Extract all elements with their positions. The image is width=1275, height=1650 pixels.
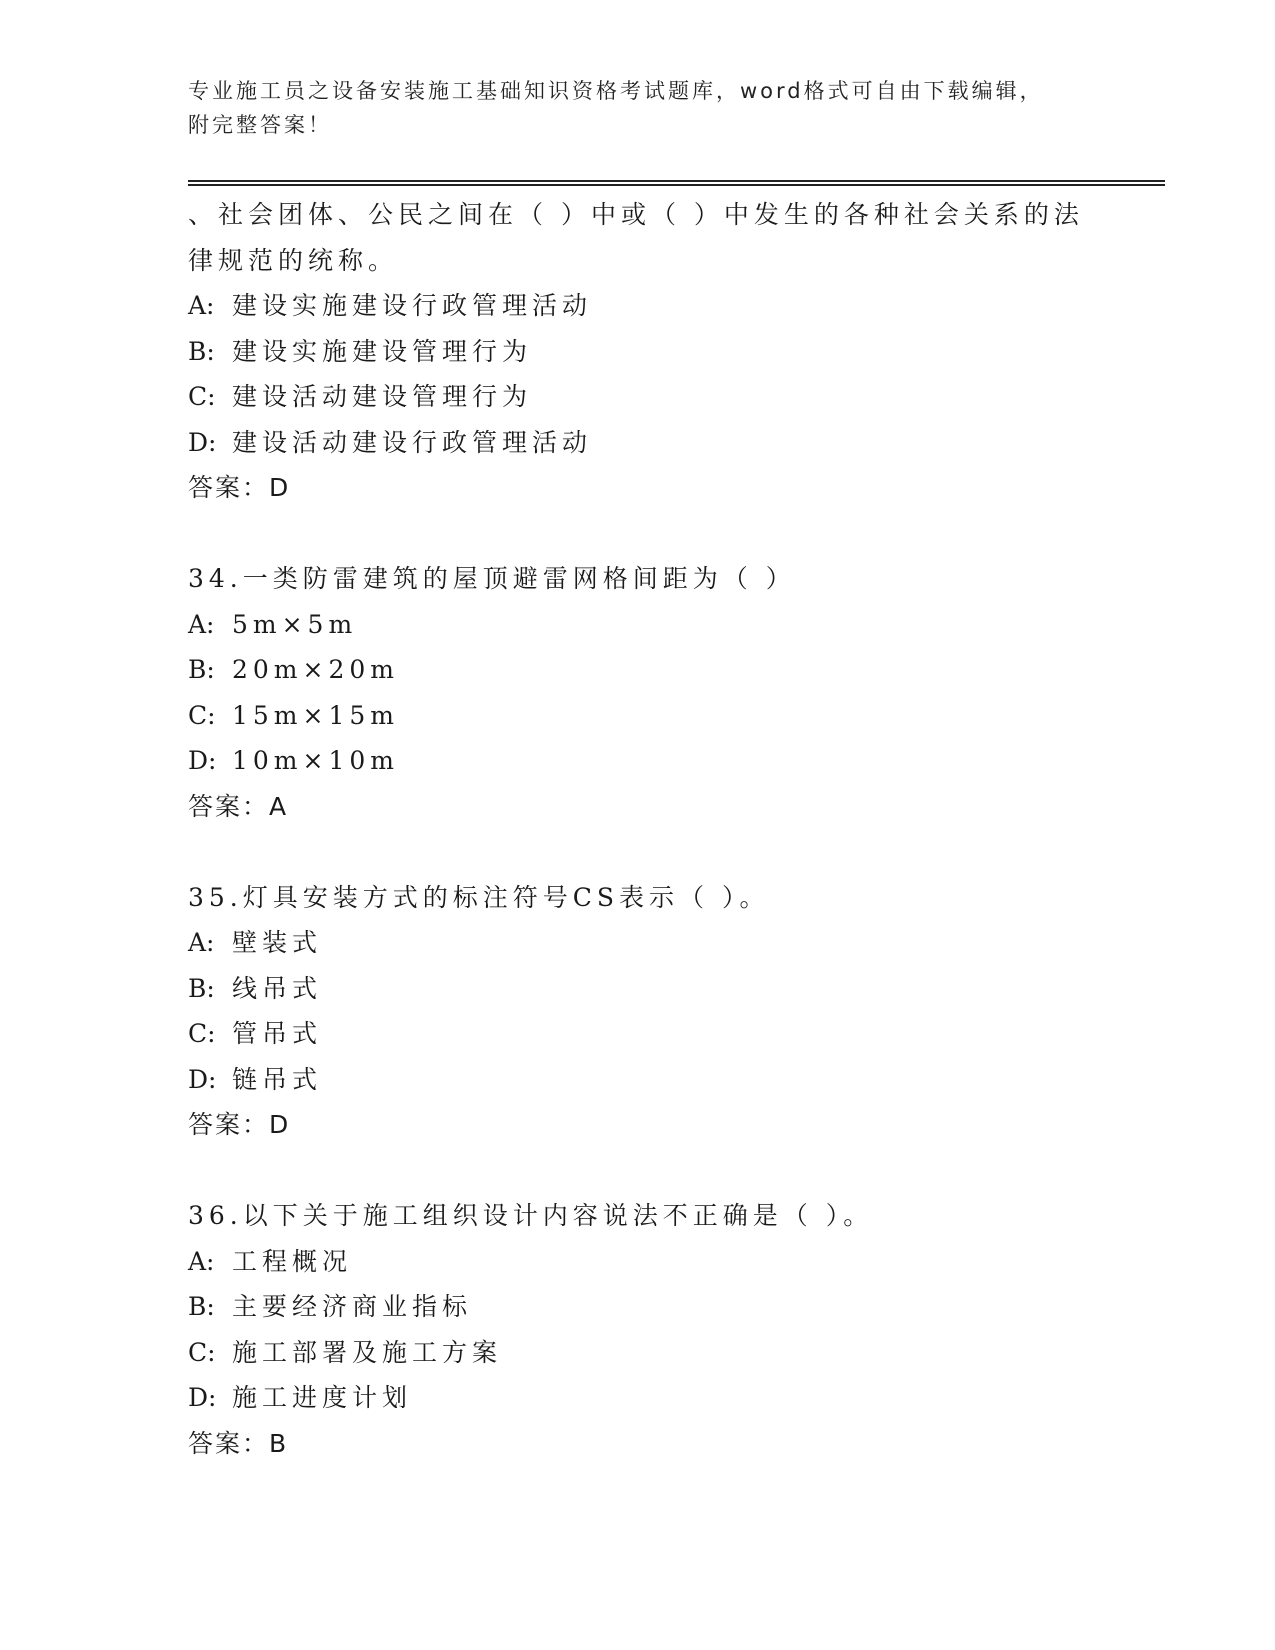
document-header	[188, 74, 1088, 142]
option-d: D: 施工进度计划	[188, 1383, 413, 1412]
option-a: A: 壁装式	[188, 928, 323, 957]
spacer	[188, 1148, 1088, 1194]
option-b: B: 20m×20m	[188, 655, 399, 684]
option-b: B: 主要经济商业指标	[188, 1292, 473, 1321]
question-35	[188, 875, 1088, 1148]
question-33-continued	[188, 192, 1088, 511]
option-b: B: 线吊式	[188, 973, 323, 1003]
option-d: D: 建设活动建设行政管理活动	[188, 427, 593, 457]
answer-line: 答案：D	[188, 1110, 291, 1139]
option-b: B: 建设实施建设管理行为	[188, 336, 533, 366]
option-c: C: 管吊式	[188, 1019, 323, 1048]
question-stem: 35.灯具安装方式的标注符号CS表示（ ）。	[188, 882, 770, 912]
option-c: C: 施工部署及施工方案	[188, 1337, 503, 1367]
header-line-1: 专业施工员之设备安装施工基础知识资格考试题库，word格式可自由下载编辑，	[188, 79, 1044, 103]
header-divider	[188, 180, 1165, 185]
option-c: C: 建设活动建设管理行为	[188, 382, 533, 411]
option-a: A: 建设实施建设行政管理活动	[188, 291, 593, 320]
question-stem-line: 律规范的统称。	[188, 245, 399, 275]
option-a: A: 5m×5m	[188, 609, 358, 639]
question-34	[188, 556, 1088, 829]
header-line-2: 附完整答案！	[188, 113, 332, 137]
spacer	[188, 829, 1088, 875]
question-stem: 36.以下关于施工组织设计内容说法不正确是（ ）。	[188, 1201, 874, 1230]
answer-line: 答案：D	[188, 473, 291, 502]
question-stem: 34.一类防雷建筑的屋顶避雷网格间距为（ ）	[188, 564, 796, 593]
answer-line: 答案：A	[188, 791, 289, 821]
question-36	[188, 1193, 1088, 1466]
option-d: D: 10m×10m	[188, 746, 399, 775]
question-stem-line: 、社会团体、公民之间在（ ）中或（ ）中发生的各种社会关系的法	[188, 200, 1084, 229]
answer-line: 答案：B	[188, 1428, 289, 1458]
option-d: D: 链吊式	[188, 1064, 323, 1094]
spacer	[188, 511, 1088, 557]
option-c: C: 15m×15m	[188, 700, 399, 730]
question-list	[188, 192, 1088, 1466]
option-a: A: 工程概况	[188, 1246, 353, 1276]
